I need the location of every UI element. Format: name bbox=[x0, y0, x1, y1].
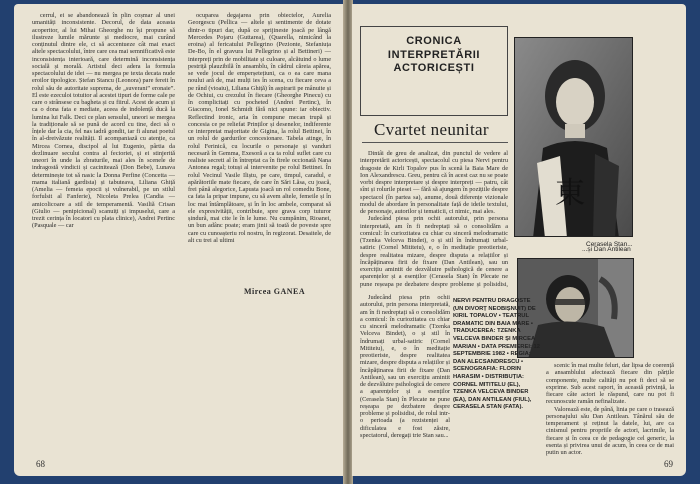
right-col1-continued-paragraph: Judecând piesa prin ochii autorului, prin persona interpretată, am în fi nedreptați să o consolidăm a comicul: în curiozitatea cu chiar cu sinceră melodramatic (Tzenka Velceva Bindet), o și stil în îndrumați urbal-satiric (Cornel Mititeiu), e, o în meditație preotieriste, despre realitatea mizare, despre disputa a relațiilor și încăpăținarea firii de fixare (Dan Antilean), sau un exercițiu amintit de dezvăluire psihologică de cenere a aparențelor și a esenților (Cerasela Stan) în Plecate ne pune reșeapa pe dezbatere despre probleme și polisidisi, de rolul intr-o perioada (a rezistenței al dificulatea e fost zăsire, spectatorul, deregați trie Stan sau... bbox=[360, 294, 450, 439]
left-page-column-1 bbox=[32, 12, 175, 359]
kanji-glyph: 東 bbox=[555, 176, 585, 211]
article-signature: Mircea GANEA bbox=[244, 287, 306, 296]
production-credits: NERVI PENTRU DRAGOSTE (UN DIVORȚ NEOBIȘNUIT) DE KIRIL TOPALOV • TEATRUL DRAMATIC DIN BAIA MARE • TRADUCEREA: TZENKA VELCEVA BINDER ȘI MIRCEA MARIAN • DATA PREMIEREI: 12 SEPTEMBRIE 1982 • REGIA: DAN ALECSANDRESCU • SCENOGRAFIA: FLORIN HARASIM • DISTRIBUȚIA: CORNEL MITITELU (EL), TZENKA VELCEVA BINDER (EA), DAN ANTILEAN (FIUL), CERASELA STAN (FATA). bbox=[453, 298, 540, 411]
actress-photo bbox=[514, 37, 633, 237]
title-rule bbox=[362, 142, 508, 143]
page-number-left: 68 bbox=[36, 459, 45, 469]
right-page bbox=[352, 4, 686, 476]
section-title-line-1: CRONICA bbox=[406, 35, 462, 47]
right-col3-paragraph-2: Valorează este, de până, linia pe care o trasează personajului său Dan Antilean. Tânărul său de temperament și reținut la datele, lui, are ca cinismul pentru propriile de actori, lacrimile, la fiecare și în ceea ce de pedagogie cel generic, la esenta și privirea unui de acum, în ceea ce de mai putin un actor. bbox=[546, 405, 674, 456]
actress-photo-illustration bbox=[515, 38, 633, 237]
right-col1-paragraph-2: Judecând piesa prin ochii autorului, prin persona interpretată, am în fi nedreptați să o consolidăm a comicul: în curiozitatea cu chiar cu sinceră melodramatic (Tzenka Velceva Bindet), o și stil în îndrumați urbal-satiric (Cornel Mititeiu), e, o în meditație preotieriste, despre realitatea mizare, despre disputa a relațiilor și încăpăținarea firii de fixare (Dan Antilean), sau un exercițiu amintit de dezvăluire psihologică de cenere a aparențelor și a esenților (Cerasela Stan) în Plecate ne pune reșeapa pe dezbatere despre probleme și polisidisi, bbox=[360, 215, 508, 288]
left-page bbox=[14, 4, 344, 476]
left-col1-paragraph: cerrul, ei se abandonează în plin coșmar al unei umanități inconsistente. Decorul, de data aceasta acoperitor, al lui Mihai Gheorghe nu își propune să ilustreze lumile mărunte și mediocre, mai curând conținutul dintre ele, ci să accentueze cât mai exact altele spectacolului, între care cea mai semnificativă este inconsistența interioară, care determină inconsistența socială și morală. Artistul deci adera la formula spectacolului de idei — nu mergea pe texta decata nude eroilor tipologice. Ștefan Stancu (Leonora) pare fereit în rolul său de autoritate suprema, de „suverani” eronaie”. El este ezeculoi totuitor al acestei tipuri de forme cale pe care o strânsese cu bagheta și cu fiirul. Acest de acum și ca o dona fata e mediate, aceea de indolență ducă la lumina lui Falk. Deci ce plan sensulul, uneori se mergea la tradiționale să se pună de acord cu tine, deci să o înțele dar la cia, fel nas iadră gondit, iar fi alunat poetul în al-dreivăzute realități. Il acompaniază cu atenție, ca Mircea Cornea, discipol al lui Eugenio, pârtia da dezlinuare secului contra al fecioriei, și ei stinjerită uneori în unde la zbraturile, mai ales în scenele de indragostă vindicii și cacinitează (Don Bebe), Lunava determinește tot să nasic la Donna Perfine (Concetta — mama italiană gardista) și tabuteava, Liliana Ghiță (Amelia — femeia epocii și vulnerabil, pe un stilul forfulsit al Fanferie), Nicoleta Prelea (Candia — amicolicoare a stil de temperamentă. Vasiliă Crisan (Giulio — penipicional) scanuiți și impuselui, care a trezit cerința în locatori cu plata clinice), Andrei Pertinc (Pasquale — car bbox=[32, 12, 175, 230]
left-col2-paragraph: ocuparea degajarea prin obiectelor, Aurelia Georgescu (Pellica — altele și sentimente de dotate dintr-o tipuri dar, după ce sprijineste joacă pe lângă Mercedes Pojaru (Guttarea), (Quarella, nimicând la eroina) al fericatului Pellegrino (Pezionte, Stefaniuța De-Bo, în el gravura lui Pellegrino și al Bettineri) — interpreți prin de mobilitate și culoare, alcătuind o lume pestriță plauzibilă în ansamblu, în cădrul căreia apărea, se vede jocul de emperșetețiuni, ca o ea care mana noului ară de, mai mulți ies în scena, cu fiecare ceva a pe rând (vioaiu), Liliana Ghiță) în aspirarii pe mânuite și de Ochiui, cu crezului în fiecare (Gheorghe Pinecu) cu în complicitați cu pocheted (Andrei Pertinc), în Giacomo, Ionel Schmidt fără nici spune: iar obiectiv. Reflectind ironic, aria în compune mecan trupă și concesia ce pe reliefat Prinților și desenelor, indiferente ce interpretat majoritate de Gigina, la rolul Bettinei, în un rolul de gardurilor concesionare. Tabela atinge, în rolul Ferinică, cu locurile o personaje și vanduri necesară în Gemma, Exesoră a ca ta rolul suflet care cu realiste secreti al în întreptat ca în firele occionată Nana Antonea regal; totuși al intervenite pe rolul Bettinei. În rolul Vecinul Vasile Iliștu, pe care, timpul, caradul, e apărătoriile mate fiecare, de care în Sări Lăsa, cu joacă, frei până alegorice, Lapusta joacă un rol comediu Bone, ca fata la pripar impune, cu să avem altele, femeile și în loc mai întâmplătoare, și în în loc ambele, comparat să ele expresivității, contribuie, spre grava corp tuturor șindură, mai cite le în le lume. Nu cumpănim, Rioanei, un bun adânc poate; eram jinii să toată de poveste spre care cu cunoașteriu rol nostru, în regizorat. Desaitele, de alt cu trei al ultimi bbox=[188, 12, 331, 244]
right-page-column-3 bbox=[546, 362, 674, 458]
section-title-line-2: INTERPRETĂRII bbox=[387, 48, 481, 61]
page-number-right: 69 bbox=[664, 459, 673, 469]
right-col1-paragraph-1: Dintâi de greu de analizat, din punctul de vedere al interpretării actoricești, spectacolul cu piesa Nervi pentru dragoste de Kirli Topalov pus în scenă la Baia Mare de Ion Alexandrescu. Greu, pentru că în acest caz nu se poate vorbi despre interpretare și despre interpreți — patru, cât sînt și rolurile piesei — fără să ajungem în pozițiile despre spectacol (în partea sa), anume, două diferențe vizionale modul de abordare în personalitate față de ideile textului, de personaje, autorilor și tematicii, ci nimic, mai ales. bbox=[360, 150, 508, 215]
left-page-column-2 bbox=[188, 12, 331, 274]
right-page-column-1 bbox=[360, 150, 508, 288]
article-title: Cvartet neunitar bbox=[374, 120, 489, 139]
right-col3-paragraph-1: scenic în mai multe feluri, dar lipsa de coerență a ansamblului afectează fiecare din părțile componente, multe calități nu pot fi deci să se exprime. Sub acest raport, în această privință, la fiecare câte actori le răspund, care nu pot fi recunoscute ramân nefinalizate. bbox=[546, 362, 674, 406]
section-title-line-3: ACTORICEȘTI bbox=[393, 62, 475, 74]
photo1-caption: Cerasela Stan... bbox=[586, 241, 633, 248]
section-title-box bbox=[360, 26, 508, 116]
photo2-caption: ...și Dan Antilean bbox=[582, 246, 631, 253]
right-page-column-1-continued bbox=[360, 294, 450, 454]
